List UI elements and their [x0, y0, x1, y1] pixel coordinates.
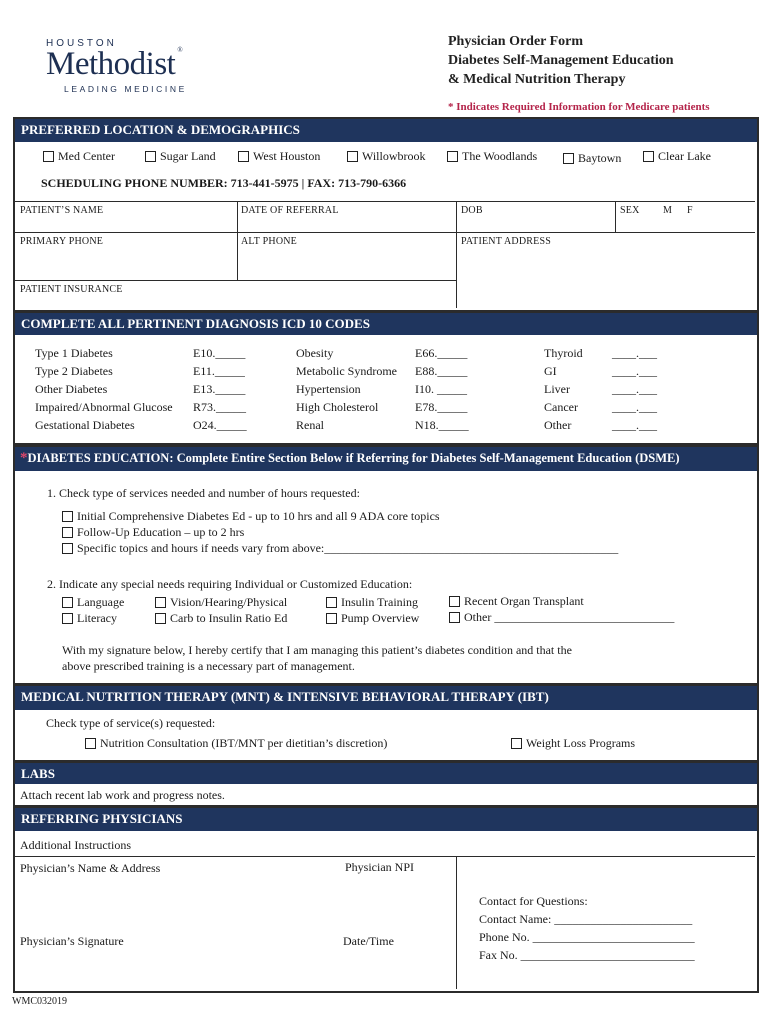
diagnosis-name: Type 2 Diabetes [35, 364, 113, 378]
mnt-option-weight-loss[interactable] [511, 736, 635, 751]
alt-phone-field[interactable]: ALT PHONE [241, 236, 297, 247]
divider [15, 280, 456, 281]
diagnosis-row [35, 416, 247, 434]
divider [15, 232, 755, 233]
diagnosis-code-field[interactable]: E13._____ [193, 382, 246, 396]
contact-phone-field[interactable]: Phone No. ___________________________ [479, 930, 695, 944]
diagnosis-row [35, 398, 247, 416]
checkbox-icon[interactable] [326, 613, 337, 624]
diagnosis-code-field[interactable]: O24._____ [193, 418, 247, 432]
location-option-willowbrook[interactable] [347, 149, 426, 164]
diagnosis-row [544, 416, 657, 434]
date-time-field[interactable]: Date/Time [343, 934, 394, 948]
special-needs-col-1 [62, 594, 124, 626]
checkbox-icon[interactable] [85, 738, 96, 749]
need-insulin-training[interactable] [326, 594, 419, 610]
title-line-3: & Medical Nutrition Therapy [448, 72, 626, 87]
checkbox-icon[interactable] [511, 738, 522, 749]
diagnosis-name: Hypertension [296, 382, 361, 396]
option-label: Follow-Up Education – up to 2 hrs [77, 525, 245, 539]
location-label: Sugar Land [160, 149, 216, 163]
dsme-option-follow-up[interactable] [62, 524, 618, 540]
option-label: Carb to Insulin Ratio Ed [170, 611, 288, 625]
required-asterisk: * [20, 450, 28, 466]
location-label: Willowbrook [362, 149, 426, 163]
dsme-question-1: 1. Check type of services needed and number of hours requested: [47, 486, 360, 500]
dob-field[interactable]: DOB [461, 205, 483, 216]
title-line-1: Physician Order Form [448, 34, 584, 49]
diagnosis-row [296, 344, 469, 362]
contact-block [479, 892, 695, 964]
logo-top-text: HOUSTON [46, 38, 117, 49]
checkbox-icon[interactable] [43, 151, 54, 162]
divider [237, 201, 238, 280]
location-option-west-houston[interactable] [238, 149, 320, 164]
diagnosis-col-3 [544, 344, 657, 434]
diagnosis-name: Type 1 Diabetes [35, 346, 113, 360]
diagnosis-row [296, 362, 469, 380]
diagnosis-col-2 [296, 344, 469, 434]
option-label: Initial Comprehensive Diabetes Ed - up to 10 hrs and all 9 ADA core topics [77, 509, 440, 523]
form-title [448, 32, 674, 89]
sex-male-option[interactable]: M [663, 205, 673, 216]
diagnosis-code-field[interactable]: ____.___ [612, 346, 657, 360]
sex-field-label: SEX [620, 205, 640, 216]
location-demographics-section [13, 117, 759, 312]
option-label: Specific topics and hours if needs vary from above:_________________________________________________ [77, 541, 619, 555]
diagnosis-row [296, 398, 469, 416]
location-option-sugar-land[interactable] [145, 149, 216, 164]
checkbox-icon[interactable] [449, 596, 460, 607]
diagnosis-name: Other Diabetes [35, 382, 108, 396]
checkbox-icon[interactable] [347, 151, 358, 162]
diagnosis-code-field[interactable]: E10._____ [193, 346, 246, 360]
checkbox-icon[interactable] [155, 613, 166, 624]
divider [615, 201, 616, 232]
special-needs-col-2 [155, 594, 287, 626]
diagnosis-code-field[interactable]: ____.___ [612, 382, 657, 396]
logo-tagline: LEADING MEDICINE [64, 84, 187, 94]
dsme-heading [15, 447, 757, 471]
option-label: Vision/Hearing/Physical [170, 595, 288, 609]
location-label: Clear Lake [658, 149, 711, 163]
option-label: Insulin Training [341, 595, 419, 609]
mnt-heading: MEDICAL NUTRITION THERAPY (MNT) & INTENSIVE BEHAVIORAL THERAPY (IBT) [15, 686, 757, 710]
checkbox-icon[interactable] [238, 151, 249, 162]
location-label: West Houston [253, 149, 321, 163]
logo-wordmark-text: Methodist [46, 46, 176, 82]
diagnosis-code-field[interactable]: ____.___ [612, 400, 657, 414]
diagnosis-code-field[interactable]: E66._____ [415, 346, 468, 360]
diagnosis-name: Liver [544, 382, 570, 396]
certification-line: With my signature below, I hereby certify that I am managing this patient’s diabetes condition and that the [62, 643, 572, 657]
need-vision-hearing[interactable] [155, 594, 287, 610]
location-label: Baytown [578, 151, 622, 165]
mnt-option-nutrition[interactable] [85, 736, 387, 751]
mnt-prompt: Check type of service(s) requested: [46, 716, 216, 730]
contact-fax-field[interactable]: Fax No. _____________________________ [479, 948, 695, 962]
diagnosis-name: Obesity [296, 346, 334, 360]
date-of-referral-field[interactable]: DATE OF REFERRAL [241, 205, 339, 216]
contact-name-field[interactable]: Contact Name: _______________________ [479, 912, 693, 926]
diagnosis-code-field[interactable]: ____.___ [612, 418, 657, 432]
physician-npi-field[interactable]: Physician NPI [345, 860, 414, 874]
dsme-option-initial[interactable] [62, 508, 618, 524]
diagnosis-code-field[interactable]: ____.___ [612, 364, 657, 378]
sex-female-option[interactable]: F [687, 205, 693, 216]
diagnosis-row [544, 344, 657, 362]
checkbox-icon[interactable] [447, 151, 458, 162]
option-label: Recent Organ Transplant [464, 594, 584, 608]
option-label: Other ______________________________ [464, 610, 675, 624]
diagnosis-row [35, 362, 247, 380]
divider [456, 856, 457, 989]
location-option-med-center[interactable] [43, 149, 115, 164]
diagnosis-code-field[interactable]: E11._____ [193, 364, 245, 378]
diagnosis-name: GI [544, 364, 557, 378]
dsme-option-specific[interactable] [62, 540, 618, 556]
diagnosis-row [544, 380, 657, 398]
checkbox-icon[interactable] [62, 543, 73, 554]
special-needs-col-4 [449, 593, 674, 625]
diagnosis-code-field[interactable]: R73._____ [193, 400, 247, 414]
diagnosis-code-field[interactable]: E78._____ [415, 400, 468, 414]
title-line-2: Diabetes Self-Management Education [448, 53, 674, 68]
option-label: Nutrition Consultation (IBT/MNT per dietitian’s discretion) [100, 736, 388, 750]
diagnosis-heading: COMPLETE ALL PERTINENT DIAGNOSIS ICD 10 CODES [15, 313, 757, 335]
diagnosis-name: Gestational Diabetes [35, 418, 135, 432]
checkbox-icon[interactable] [563, 153, 574, 164]
diagnosis-name: Other [544, 418, 572, 432]
diagnosis-code-field[interactable]: E88._____ [415, 364, 468, 378]
physician-name-address-field[interactable]: Physician’s Name & Address [20, 861, 161, 875]
dsme-q1-options [62, 508, 618, 556]
checkbox-icon[interactable] [326, 597, 337, 608]
diagnosis-name: Impaired/Abnormal Glucose [35, 400, 173, 414]
location-option-the-woodlands[interactable] [447, 149, 537, 164]
option-label: Pump Overview [341, 611, 420, 625]
need-pump-overview[interactable] [326, 610, 419, 626]
diagnosis-code-field[interactable]: N18._____ [415, 418, 469, 432]
logo-wordmark [46, 46, 182, 83]
primary-phone-field[interactable]: PRIMARY PHONE [20, 236, 104, 247]
location-label: Med Center [58, 149, 115, 163]
need-organ-transplant[interactable] [449, 593, 674, 609]
certification-text [62, 642, 572, 674]
registered-mark: ® [177, 46, 183, 54]
checkbox-icon[interactable] [62, 613, 73, 624]
diagnosis-name: Cancer [544, 400, 578, 414]
option-label: Weight Loss Programs [526, 736, 636, 750]
labs-heading: LABS [15, 763, 757, 784]
checkbox-icon[interactable] [155, 597, 166, 608]
need-other[interactable] [449, 609, 674, 625]
checkbox-icon[interactable] [62, 527, 73, 538]
patient-insurance-field[interactable]: PATIENT INSURANCE [20, 284, 123, 295]
physician-signature-field[interactable]: Physician’s Signature [20, 934, 124, 948]
diagnosis-col-1 [35, 344, 247, 434]
special-needs-col-3 [326, 594, 419, 626]
scheduling-phone: SCHEDULING PHONE NUMBER: 713-441-5975 | FAX: 713-790-6366 [41, 176, 407, 190]
form-code: WMC032019 [12, 996, 67, 1007]
location-options [0, 149, 770, 167]
diagnosis-row [544, 362, 657, 380]
need-literacy[interactable] [62, 610, 124, 626]
checkbox-icon[interactable] [449, 612, 460, 623]
dsme-heading-text: DIABETES EDUCATION: Complete Entire Section Below if Referring for Diabetes Self-Management Education (DSME) [27, 451, 680, 465]
option-label: Language [77, 595, 125, 609]
divider [15, 201, 755, 202]
diagnosis-row [296, 416, 469, 434]
diagnosis-row [35, 344, 247, 362]
diagnosis-name: Metabolic Syndrome [296, 364, 397, 378]
diagnosis-name: Thyroid [544, 346, 583, 360]
need-carb-ratio[interactable] [155, 610, 287, 626]
checkbox-icon[interactable] [62, 597, 73, 608]
need-language[interactable] [62, 594, 124, 610]
patient-name-field[interactable]: PATIENT’S NAME [20, 205, 104, 216]
diagnosis-row [544, 398, 657, 416]
physicians-heading: REFERRING PHYSICIANS [15, 808, 757, 831]
diagnosis-code-field[interactable]: I10. _____ [415, 382, 467, 396]
required-note: * Indicates Required Information for Medicare patients [448, 101, 710, 113]
additional-instructions-field[interactable]: Additional Instructions [20, 838, 131, 852]
location-option-clear-lake[interactable] [643, 149, 711, 164]
diagnosis-row [296, 380, 469, 398]
dsme-question-2: 2. Indicate any special needs requiring Individual or Customized Education: [47, 577, 413, 591]
contact-heading: Contact for Questions: [479, 894, 588, 908]
checkbox-icon[interactable] [62, 511, 73, 522]
checkbox-icon[interactable] [145, 151, 156, 162]
checkbox-icon[interactable] [643, 151, 654, 162]
location-label: The Woodlands [462, 149, 538, 163]
certification-line: above prescribed training is a necessary part of management. [62, 659, 355, 673]
diagnosis-name: High Cholesterol [296, 400, 379, 414]
patient-address-field[interactable]: PATIENT ADDRESS [461, 236, 551, 247]
option-label: Literacy [77, 611, 117, 625]
divider [456, 201, 457, 308]
location-heading: PREFERRED LOCATION & DEMOGRAPHICS [15, 119, 757, 142]
diagnosis-name: Renal [296, 418, 324, 432]
labs-instructions: Attach recent lab work and progress notes. [20, 788, 225, 802]
diagnosis-row [35, 380, 247, 398]
divider [15, 856, 755, 857]
location-option-baytown[interactable] [563, 151, 621, 166]
